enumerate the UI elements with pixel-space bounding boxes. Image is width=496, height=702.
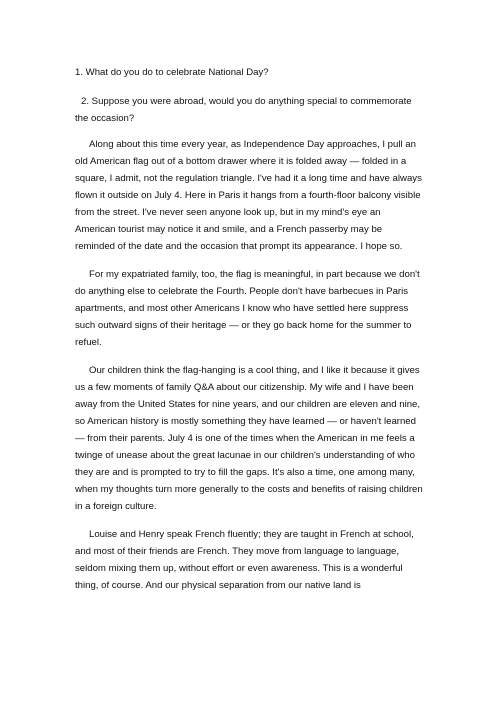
document-page [75, 64, 423, 605]
question-2: 2. Suppose you were abroad, would you do anything special to commemorate the occasion? [75, 96, 412, 124]
paragraph-3: Our children think the flag-hanging is a cool thing, and I like it because it gives us a few moments of family Q&A about our citizenship. My wife and I have been away from the United States for nine years, and our children are eleven and nine, so American history is mostly something they have learned — or haven't learned — from their parents. July 4 is one of the times when the American in me feels a twinge of unease about the great lacunae in our children's understanding of who they are and is prompted to try to fill the gaps. It's also a time, one among many, when my thoughts turn more generally to the costs and benefits of raising children in a foreign culture. [75, 365, 423, 512]
paragraph-2: For my expatriated family, too, the flag is meaningful, in part because we don't do anything else to celebrate the Fourth. People don't have barbecues in Paris apartments, and most other Americans I know who have settled here suppress such outward signs of their heritage — or they go back home for the summer to refuel. [75, 269, 420, 348]
paragraph-4: Louise and Henry speak French fluently; they are taught in French at school, and most of their friends are French. They move from language to language, seldom mixing them up, without effort or even awareness. This is a wonderful thing, of course. And our physical separation from our native land is [75, 529, 414, 591]
paragraph-1: Along about this time every year, as Independence Day approaches, I pull an old American flag out of a bottom drawer where it is folded away — folded in a square, I admit, not the regulation triangle. I've had it a long time and have always flown it outside on July 4. Here in Paris it hangs from a fourth-floor balcony visible from the street. I've never seen anyone look up, but in my mind's eye an American tourist may notice it and smile, and a French passerby may be reminded of the date and the occasion that prompt its appearance. I hope so. [75, 139, 422, 252]
question-1: 1. What do you do to celebrate National Day? [75, 67, 269, 78]
